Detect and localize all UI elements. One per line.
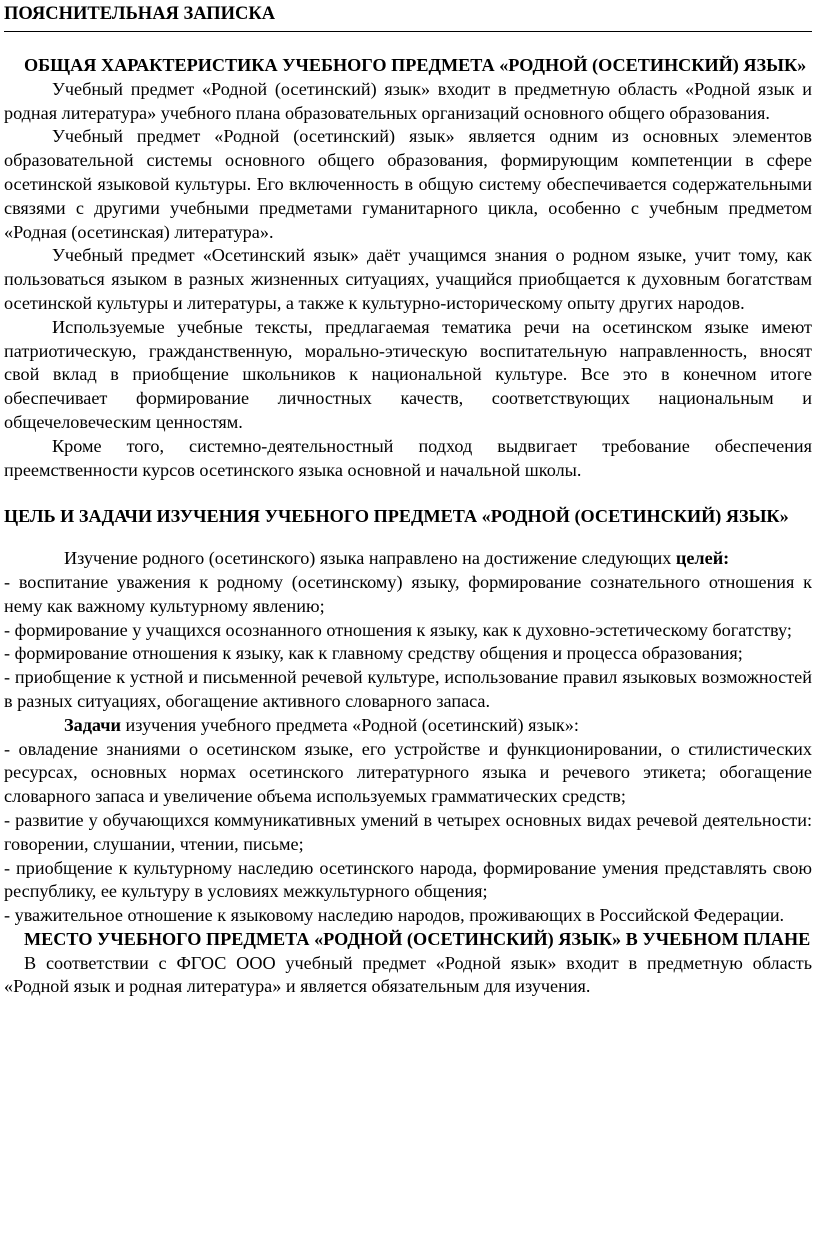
list-item: - приобщение к культурному наследию осетинского народа, формирование умения представлять свою республику, ее культуру в условиях межкультурного общения; [4, 857, 812, 902]
goals-intro [4, 547, 812, 571]
list-item: - развитие у обучающихся коммуникативных умений в четырех основных видах речевой деятельности: говорении, слушании, чтении, письме; [4, 809, 812, 854]
paragraph: Кроме того, системно-деятельностный подход выдвигает требование обеспечения преемственности курсов осетинского языка основной и начальной школы. [4, 435, 812, 480]
paragraph: Учебный предмет «Родной (осетинский) язык» является одним из основных элементов образовательной системы основного общего образования, формирующим компетенции в сфере осетинской языковой культуры. Его включенность в общую систему обеспечивается содержательными связями с другими учебными предметами гуманитарного цикла, особенно с учебным предметом «Родная (осетинская) литература». [4, 126, 812, 242]
section-goals [4, 505, 812, 928]
document-title: ПОЯСНИТЕЛЬНАЯ ЗАПИСКА [4, 4, 276, 24]
tasks-intro-text: изучения учебного предмета «Родной (осетинский) язык»: [121, 714, 579, 735]
list-item: - формирование отношения к языку, как к главному средству общения и процесса образования; [4, 643, 743, 664]
list-item: - формирование у учащихся осознанного отношения к языку, как к духовно-эстетическому богатству; [4, 619, 792, 640]
paragraph: Учебный предмет «Родной (осетинский) язык» входит в предметную область «Родной язык и родная литература» учебного плана образовательных организаций основного общего образования. [4, 78, 812, 123]
list-item: - приобщение к устной и письменной речевой культуре, использование правил языковых возможностей в разных ситуациях, обогащение активного словарного запаса. [4, 667, 812, 711]
list-item: - овладение знаниями о осетинском языке, его устройстве и функционировании, о стилистических ресурсах, основных нормах осетинского литературного языка и речевого этикета; обогащение словарного запаса и увеличение объема используемых грамматических средств; [4, 738, 812, 807]
section-place [4, 928, 812, 999]
list-item: - уважительное отношение к языковому наследию народов, проживающих в Российской Федерации. [4, 905, 785, 926]
section-goals-heading: ЦЕЛЬ И ЗАДАЧИ ИЗУЧЕНИЯ УЧЕБНОГО ПРЕДМЕТА «РОДНОЙ (ОСЕТИНСКИЙ) ЯЗЫК» [4, 506, 789, 527]
goals-word: целей: [675, 548, 730, 569]
tasks-intro [4, 714, 812, 738]
tasks-word: Задачи [64, 714, 121, 735]
title-divider [4, 31, 812, 32]
paragraph: Учебный предмет «Осетинский язык» даёт учащимся знания о родном языке, учит тому, как пользоваться языком в разных жизненных ситуациях, учащийся приобщается к духовным богатствам осетинской культуры и литературы, а также к культурно-историческому опыту других народов. [4, 245, 812, 313]
paragraph: Используемые учебные тексты, предлагаемая тематика речи на осетинском языке имеют патриотическую, гражданственную, морально-этическую воспитательную направленность, вносят свой вклад в приобщение школьников к национальной культуре. Все это в конечном итоге обеспечивает формирование личностных качеств, соответствующих национальным и общечеловеческим ценностям. [4, 316, 812, 432]
paragraph: В соответствии с ФГОС ООО учебный предмет «Родной язык» входит в предметную область «Родной язык и родная литература» и является обязательным для изучения. [4, 952, 812, 997]
section-general [4, 54, 812, 482]
list-item: - воспитание уважения к родному (осетинскому) языку, формирование сознательного отношения к нему как важному культурному явлению; [4, 571, 812, 616]
section-general-heading: ОБЩАЯ ХАРАКТЕРИСТИКА УЧЕБНОГО ПРЕДМЕТА «РОДНОЙ (ОСЕТИНСКИЙ) ЯЗЫК» [24, 55, 807, 75]
section-place-heading: МЕСТО УЧЕБНОГО ПРЕДМЕТА «РОДНОЙ (ОСЕТИНСКИЙ) ЯЗЫК» В УЧЕБНОМ ПЛАНЕ [24, 928, 811, 949]
goals-intro-text: Изучение родного (осетинского) языка направлено на достижение следующих [64, 548, 676, 569]
